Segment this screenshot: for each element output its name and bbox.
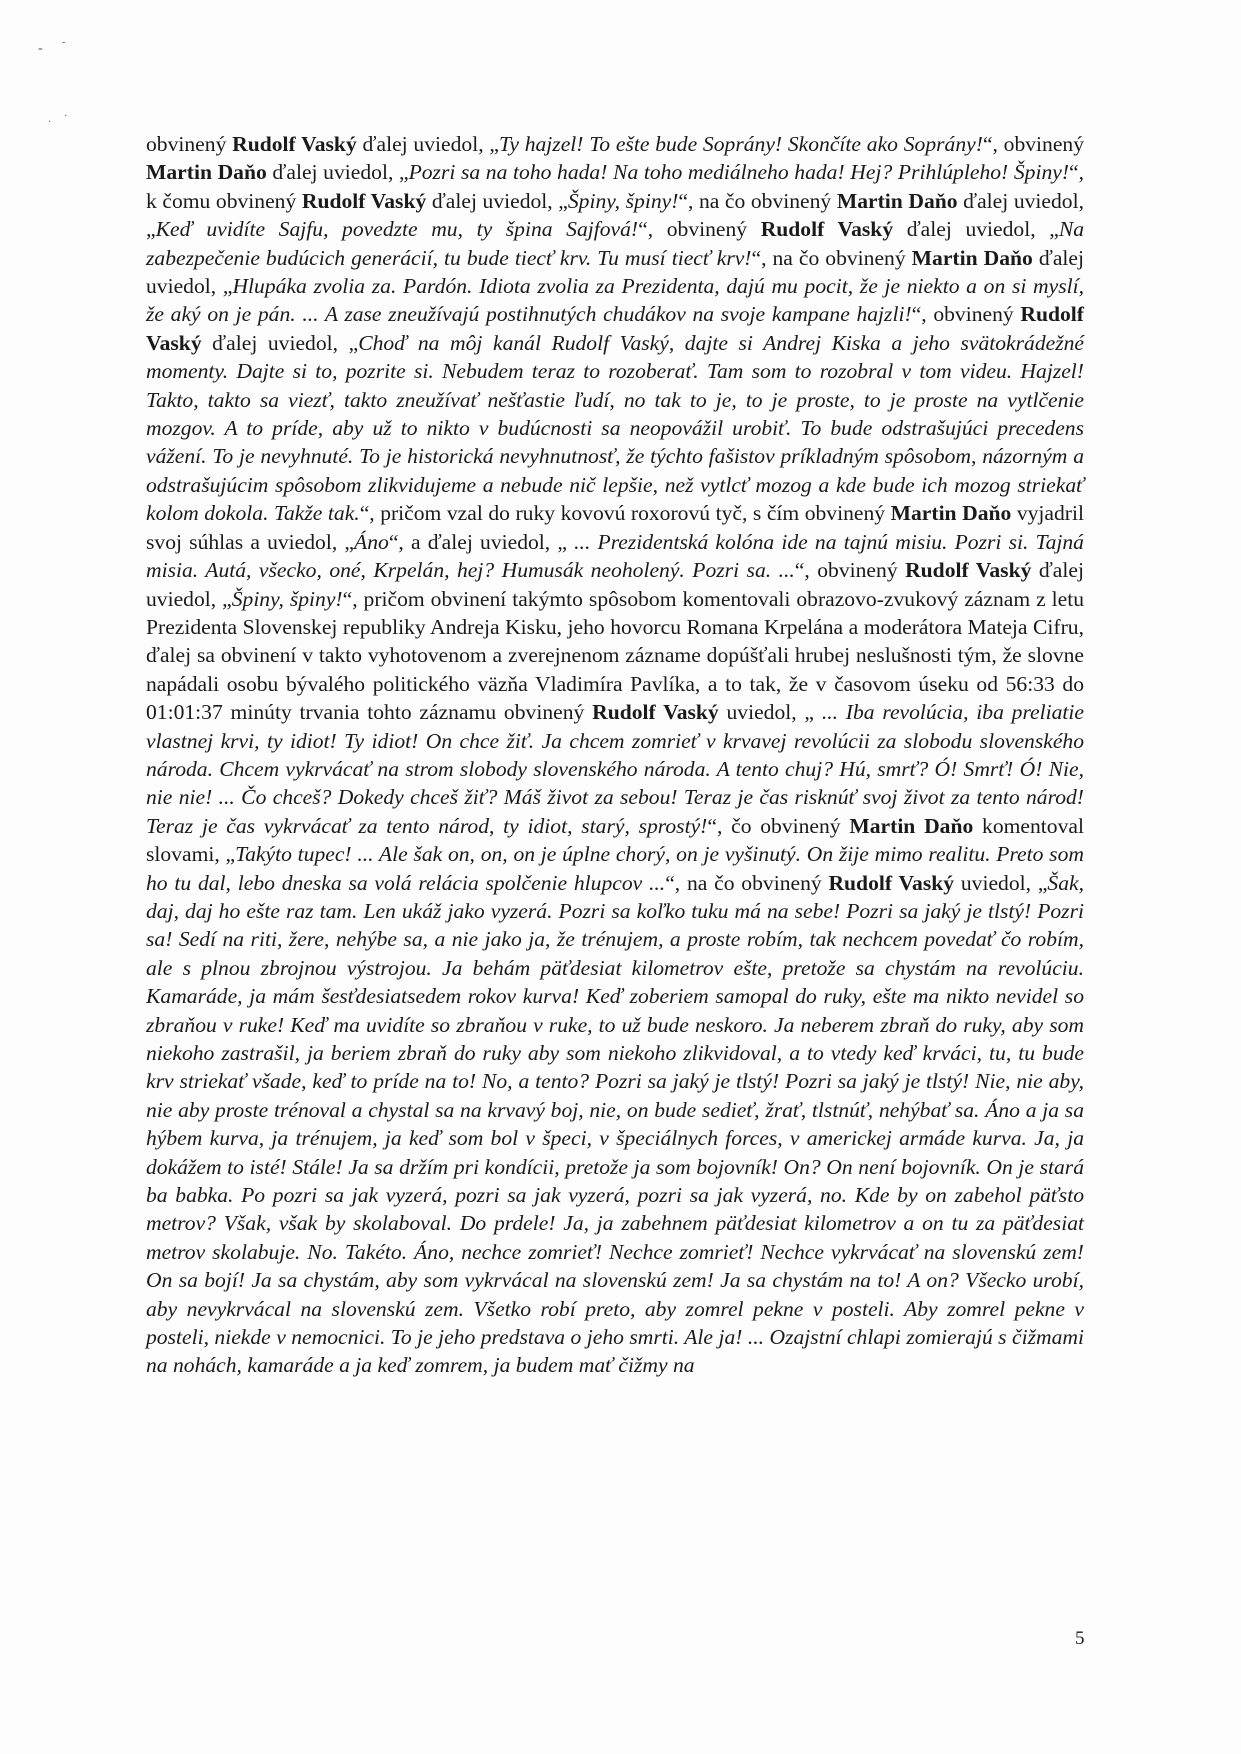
narrative-text: ďalej uviedol, „ [426,188,568,213]
narrative-text: “, a ďalej uviedol, „ [388,529,575,554]
defendant-name: Rudolf Vaský [146,302,1084,355]
defendant-name: Rudolf Vaský [301,188,427,213]
defendant-name: Martin Daňo [849,813,974,838]
narrative-text: ďalej uviedol, „ [201,330,359,355]
defendant-name: Martin Daňo [146,160,267,185]
quoted-statement: Pozri sa na toho hada! Na toho mediálneho hada! Hej? Prihlúpleho! Špiny! [408,160,1070,185]
narrative-text: “, pričom vzal do ruky kovovú roxorovú tyč, s čím obvinený [359,501,891,526]
narrative-text: “, k čomu obvinený [146,160,1085,213]
page-number: 5 [1075,1628,1085,1649]
scan-artifact: · [48,117,52,128]
defendant-name: Rudolf Vaský [760,217,894,242]
quoted-statement: Keď uvidíte Sajfu, povedzte mu, ty špina Sajfová! [155,217,639,242]
scan-artifact: - [62,37,66,48]
defendant-name: Martin Daňo [911,245,1033,270]
narrative-text: ďalej uviedol, „ [146,245,1084,299]
narrative-text: “, obvinený [794,558,906,583]
narrative-text: ďalej uviedol, „ [356,132,499,156]
quoted-statement: Špiny, špiny! [231,586,343,611]
quoted-statement: Na zabezpečenie budúcich generácií, tu bude tiecť krv. Tu musí tiecť krv! [146,217,1085,270]
narrative-text: ďalej uviedol, „ [146,188,1084,242]
quoted-statement: Takýto tupec! ... Ale šak on, on, on je úplne chorý, on je vyšinutý. On žije mimo realitu. Preto som ho tu dal, lebo dneska sa volá relácia spolčenie hlupcov ... [146,842,1084,895]
quoted-statement: Ty hajzel! To ešte bude Soprány! Skončíte ako Soprány! [498,132,983,156]
narrative-text: uviedol, „ [718,700,822,725]
defendant-name: Rudolf Vaský [232,132,357,156]
defendant-name: Rudolf Vaský [828,870,955,895]
narrative-text: ďalej uviedol, „ [893,217,1059,242]
defendant-name: Martin Daňo [890,501,1012,526]
scan-artifact: - [38,41,43,56]
quoted-statement: Špiny, špiny! [567,188,679,213]
narrative-text: ďalej uviedol, „ [146,558,1084,611]
quoted-statement: Hlupáka zvolia za. Pardón. Idiota zvolia za Prezidenta, dajú mu pocit, že je niekto a on si myslí, že aký on je pán. ... A zase zneužívajú postihnutých chudákov na svoje kampane hajzli! [146,274,1085,327]
quoted-statement: Áno [354,529,389,554]
quoted-statement: Šak, daj, daj ho ešte raz tam. Len ukáž jako vyzerá. Pozri sa koľko tuku má na sebe! Pozri sa jaký je tlstý! Pozri sa! Sedí na riti, žere, nehýbe sa, a nie jako ja, že trénujem, a proste robím, tak nechcem povedať čo robím, ale s plnou zbrojnou výstrojou. Ja behám päťdesiat kilometrov ešte, pretože sa chystám na revolúciu. Kamaráde, ja mám šesťdesiatsedem rokov kurva! Keď zoberiem samopal do ruky, ešte ma nikto nevidel so zbraňou v ruke! Keď ma uvidíte so zbraňou v ruke, to už bude neskoro. Ja neberem zbraň do ruky, aby som niekoho zastrašil, ja beriem zbraň do ruky aby som niekoho zlikvidoval, a to vtedy keď krváci, tu, tu bude krv striekať všade, keď to príde na to! No, a tento? Pozri sa jaký je tlstý! Pozri sa jaký je tlstý! Nie, nie aby, nie aby proste trénoval a chystal sa na krvavý boj, nie, on bude sedieť, žrať, tlstnúť, nehýbať sa. Áno a ja sa hýbem kurva, ja trénujem, ja keď som bol v špeci, v špeciálnych forces, v americkej armáde kurva. Ja, ja dokážem to isté! Stále! Ja sa držím pri kondícii, pretože ja som bojovník! On? On není bojovník. On je stará ba babka. Po pozri sa jak vyzerá, pozri sa jak vyzerá, pozri sa jak vyzerá, no. Kde by on zabehol päťsto metrov? Však, však by skolaboval. Do prdele! Ja, ja zabehnem päťdesiat kilometrov a on tu za päťdesiat metrov skolabuje. No. Takéto. Áno, nechce zomrieť! Nechce zomrieť! Nechce vykrvácať na slovenskú zem! On sa bojí! Ja sa chystám, aby som vykrvácal na slovenskú zem! Ja sa chystám na to! A on? Všecko urobí, aby nevykrvácal na slovenskú zem. Všetko robí preto, aby zomrel pekne v posteli. Aby zomrel pekne v posteli, niekde v nemocnici. To je jeho predstava o jeho smrti. Ale ja! ... Ozajstní chlapi zomierajú s čižmami na nohách, kamaráde a ja keď zomrem, ja budem mať čižmy na [146,870,1084,1378]
narrative-text: “, obvinený [638,217,761,242]
defendant-name: Rudolf Vaský [905,558,1032,583]
narrative-text: “, obvinený [982,132,1085,156]
defendant-name: Rudolf Vaský [592,700,719,725]
scan-artifact: · [64,111,68,122]
narrative-text: obvinený [146,132,233,156]
quoted-statement: ... Iba revolúcia, iba preliatie vlastnej krvi, ty idiot! Ty idiot! On chce žiť. Ja chcem zomrieť v krvavej revolúcii za slobodu slovenského národa. Chcem vykrvácať na strom slobody slovenského národa. A tento chuj? Hú, smrť? Ó! Smrť! Ó! Nie, nie nie! ... Čo chceš? Dokedy chceš žiť? Máš život za sebou! Teraz je čas risknúť svoj život za tento národ! Teraz je čas vykrvácať za tento národ, ty idiot, starý, sprostý! [146,700,1085,838]
narrative-text: “, na čo obvinený [665,870,829,895]
narrative-text: “, na čo obvinený [678,188,837,213]
narrative-text: “, obvinený [911,302,1021,327]
narrative-text: ďalej uviedol, „ [266,160,409,185]
narrative-text: komentoval slovami, „ [146,813,1084,867]
narrative-text: uviedol, „ [954,870,1048,895]
narrative-text: “, čo obvinený [707,813,850,838]
quoted-statement: ... Prezidentská kolóna ide na tajnú misiu. Pozri si. Tajná misia. Autá, všecko, oné, Krpelán, hej? Humusák neoholený. Pozri sa. ... [146,529,1084,583]
narrative-text: “, na čo obvinený [751,245,912,270]
narrative-text: “, pričom obvinení takýmto spôsobom komentovali obrazovo-zvukový záznam z letu Prezidenta Slovenskej republiky Andreja Kisku, jeho hovorcu Romana Krpelána a moderátora Mateja Cifru, ďalej sa obvinení v takto vyhotovenom a zverejnenom zázname dopúšťali hrubej neslušnosti tým, že slovne napádali osobu bývalého politického väzňa Vladimíra Pavlíka, a to tak, že v časovom úseku od 56:33 do 01:01:37 minúty trvania tohto záznamu obvinený [146,586,1084,725]
narrative-text: vyjadril svoj súhlas a uviedol, „ [146,501,1084,554]
body-paragraph [146,130,1084,1380]
defendant-name: Martin Daňo [836,188,958,213]
quoted-statement: Choď na môj kanál Rudolf Vaský, dajte si Andrej Kiska a jeho svätokrádežné momenty. Dajte si to, pozrite si. Nebudem teraz to rozoberať. Tam som to rozobral v tom videu. Hajzel! Takto, takto sa viezť, takto zneužívať nešťastie ľudí, no tak to je, to je proste, to je proste na vytlčenie mozgov. A to príde, aby už to nikto v budúcnosti sa neopovážil urobiť. To bude odstrašujúci precedens vážení. To je nevyhnuté. To je historická nevyhnutnosť, že týchto fašistov príkladným spôsobom, názorným a odstrašujúcim spôsobom zlikvidujeme a nebude nič lepšie, než vytlcť mozog a kde bude ich mozog striekať kolom dokola. Takže tak. [146,330,1084,526]
